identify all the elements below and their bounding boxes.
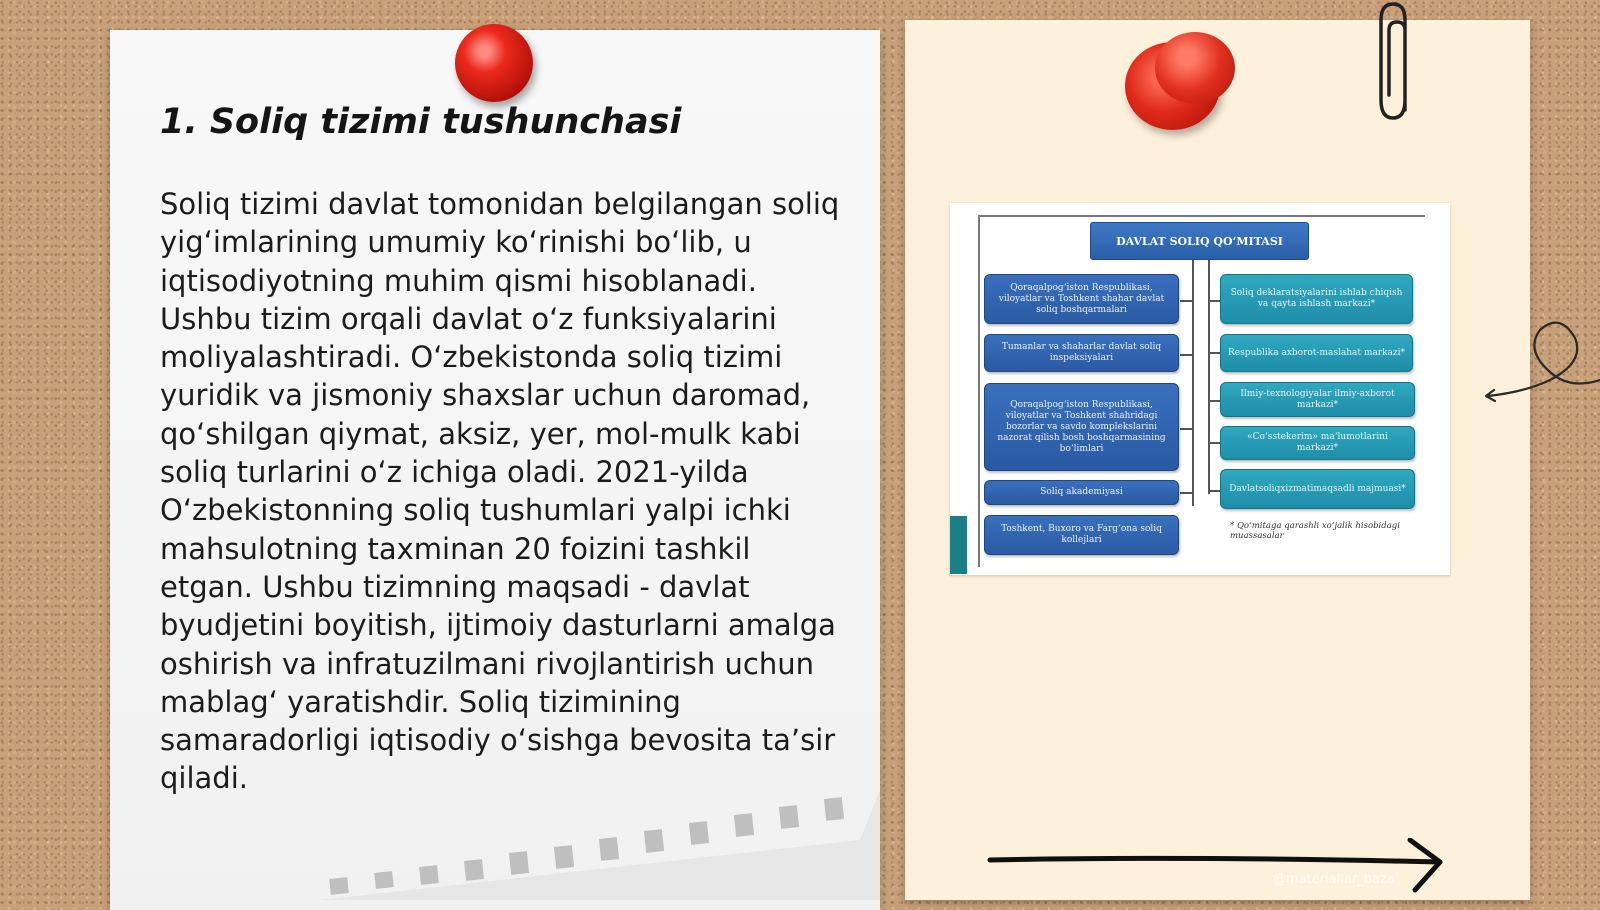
diagram-connector	[1180, 492, 1194, 494]
diagram-connector	[1192, 258, 1194, 506]
diagram-connector	[1180, 428, 1194, 430]
watermark: @materiallar_baza	[1273, 872, 1395, 887]
paperclip-icon	[1375, 0, 1425, 125]
diagram-connector	[1208, 442, 1220, 444]
diagram-connector	[1180, 300, 1194, 302]
loop-arrow-doodle	[1480, 310, 1600, 410]
diagram-right-box: «Co‘sstekerim» ma‘lumotlarini markazi*	[1220, 426, 1415, 460]
diagram-right-box: Soliq deklaratsiyalarini ishlab chiqish va qayta ishlash markazi*	[1220, 274, 1413, 324]
diagram-footnote: * Qo‘mitaga qarashli xo‘jalik hisobidagi muassasalar	[1230, 521, 1400, 541]
diagram-right-box: Respublika axborot-maslahat markazi*	[1220, 334, 1413, 372]
diagram-left-box: Qoraqalpog‘iston Respublikasi, viloyatlar va Toshkent shahridagi bozorlar va savdo komplekslarini nazorat qilish bosh boshqarmasining bo‘limlari	[984, 383, 1179, 471]
diagram-connector	[1180, 354, 1194, 356]
diagram-connector	[1208, 300, 1220, 302]
diagram-connector	[1208, 258, 1210, 494]
red-pushpin-icon	[455, 24, 533, 102]
diagram-connector	[1208, 490, 1220, 492]
diagram-title-box: DAVLAT SOLIQ QO‘MITASI	[1090, 222, 1309, 260]
diagram-right-box: Ilmiy-texnologiyalar ilmiy-axborot markazi*	[1220, 382, 1415, 417]
diagram-connector	[1208, 400, 1220, 402]
slide-title: 1. Soliq tizimi tushunchasi	[160, 102, 682, 142]
red-pushpin-icon	[1155, 32, 1235, 104]
next-arrow-icon	[985, 838, 1445, 898]
diagram-left-box: Qoraqalpog‘iston Respublikasi, viloyatlar va Toshkent shahar davlat soliq boshqarmalari	[984, 274, 1179, 324]
diagram-right-box: Davlatsoliqxizmatimaqsadli majmuasi*	[1220, 469, 1415, 509]
diagram-left-box: Toshkent, Buxoro va Farg‘ona soliq kollejlari	[984, 515, 1179, 555]
torn-paper-edge	[320, 790, 880, 900]
diagram-left-box: Soliq akademiyasi	[984, 480, 1179, 505]
diagram-accent-bar	[950, 516, 967, 574]
diagram-connector	[1208, 352, 1220, 354]
slide-body-text: Soliq tizimi davlat tomonidan belgilangan soliq yig‘imlarining umumiy ko‘rinishi bo‘lib, u iqtisodiyotning muhim qismi hisoblanadi. Ushbu tizim orqali davlat o‘z funksiyalarini moliyalashtiradi. O‘zbekistonda soliq tizimi yuridik va jismoniy shaxslar uchun daromad, qo‘shilgan qiymat, aksiz, yer, mol-mulk kabi soliq turlarini o‘z ichiga oladi. 2021-yilda O‘zbekistonning soliq tushumlari yalpi ichki mahsulotning taxminan 20 foizini tashkil etgan. Ushbu tizimning maqsadi - davlat byudjetini boyitish, ijtimoiy dasturlarni amalga oshirish va infratuzilmani rivojlantirish uchun mablag‘ yaratishdir. Soliq tizimining samaradorligi iqtisodiy o‘sishga bevosita ta’sir qiladi.	[160, 187, 840, 796]
diagram-left-box: Tumanlar va shaharlar davlat soliq inspeksiyalari	[984, 334, 1179, 372]
